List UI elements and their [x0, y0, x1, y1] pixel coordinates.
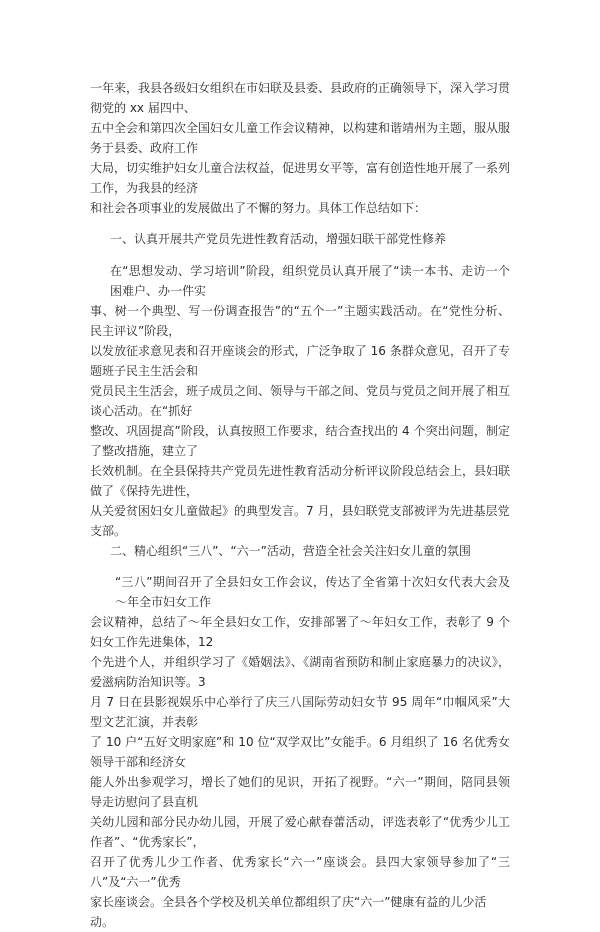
text-line: 长效机制。在全县保持共产党员先进性教育活动分析评议阶段总结会上，县妇联做了《保持先进性，	[90, 463, 511, 498]
section-2-paragraph	[90, 572, 510, 932]
text-line: “三八”期间召开了全县妇女工作会议，传达了全省第十次妇女代表大会及～年全市妇女工作	[115, 575, 510, 610]
text-line: 事、树一个典型、写一份调查报告”的“五个一”主题实践活动。在“党性分析、民主评议”阶段，	[90, 303, 510, 338]
text-line: 一年来，我县各级妇女组织在市妇联及县委、县政府的正确领导下，深入学习贯彻党的 xx 届四中、	[90, 81, 511, 115]
text-line: 以发放征求意见表和召开座谈会的形式，广泛争取了 16 条群众意见，召开了专题班子民主生活会和	[90, 343, 510, 378]
heading-text: 二、精心组织“三八”、“六一”活动，营造全社会关注妇女儿童的氛围	[110, 543, 471, 558]
intro-paragraph	[90, 78, 510, 229]
document-page	[90, 78, 510, 932]
text-line: 能人外出参观学习，增长了她们的见识，开拓了视野。“六一”期间，陪同县领导走访慰问了县直机	[90, 775, 510, 810]
text-line: 党员民主生活会，班子成员之间、领导与干部之间、党员与党员之间开展了相互谈心活动。在“抓好	[90, 383, 511, 418]
text-line: 会议精神，总结了～年全县妇女工作，安排部署了～年妇女工作，表彰了 9 个妇女工作先进集体，12	[90, 615, 510, 650]
text-line: 在“思想发动、学习培训”阶段，组织党员认真开展了“读一本书、走访一个困难户、办一件实	[110, 263, 510, 298]
text-line: 大局，切实维护妇女儿童合法权益，促进男女平等，富有创造性地开展了一系列工作，为我县的经济	[90, 161, 511, 195]
text-line: 家长座谈会。全县各个学校及机关单位都组织了庆“六一”健康有益的儿少活动。	[90, 895, 487, 930]
text-line: 关幼儿园和部分民办幼儿园，开展了爱心献春蕾活动，评选表彰了“优秀少儿工作者”、“优秀家长”，	[90, 815, 510, 850]
text-line: 五中全会和第四次全国妇女儿童工作会议精神，以构建和谐靖州为主题，服从服务于县委、政府工作	[90, 121, 511, 155]
text-line: 从关爱贫困妇女儿童做起》的典型发言。7 月，县妇联党支部被评为先进基层党支部。	[90, 503, 510, 538]
text-line: 月 7 日在县影视娱乐中心举行了庆三八国际劳动妇女节 95 周年“巾帼风采”大型文艺汇演，并表彰	[90, 695, 510, 730]
text-line: 召开了优秀儿少工作者、优秀家长“六一”座谈会。县四大家领导参加了“三八”及“六一”优秀	[90, 855, 510, 890]
section-1-paragraph	[90, 261, 510, 541]
text-line: 个先进个人，并组织学习了《婚姻法》、《湖南省预防和制止家庭暴力的决议》，爱滋病防治知识等。3	[90, 655, 510, 690]
section-heading-2	[90, 541, 510, 572]
text-line: 了 10 户“五好文明家庭”和 10 位“双学双比”女能手。6 月组织了 16 名优秀女领导干部和经济女	[90, 735, 510, 770]
text-line: 和社会各项事业的发展做出了不懈的努力。具体工作总结如下：	[90, 201, 427, 215]
heading-text: 一、认真开展共产党员先进性教育活动，增强妇联干部党性修养	[110, 232, 447, 247]
text-line: 整改、巩固提高”阶段，认真按照工作要求，结合查找出的 4 个突出问题，制定了整改措施，建立了	[90, 423, 510, 458]
section-heading-1	[90, 229, 510, 260]
